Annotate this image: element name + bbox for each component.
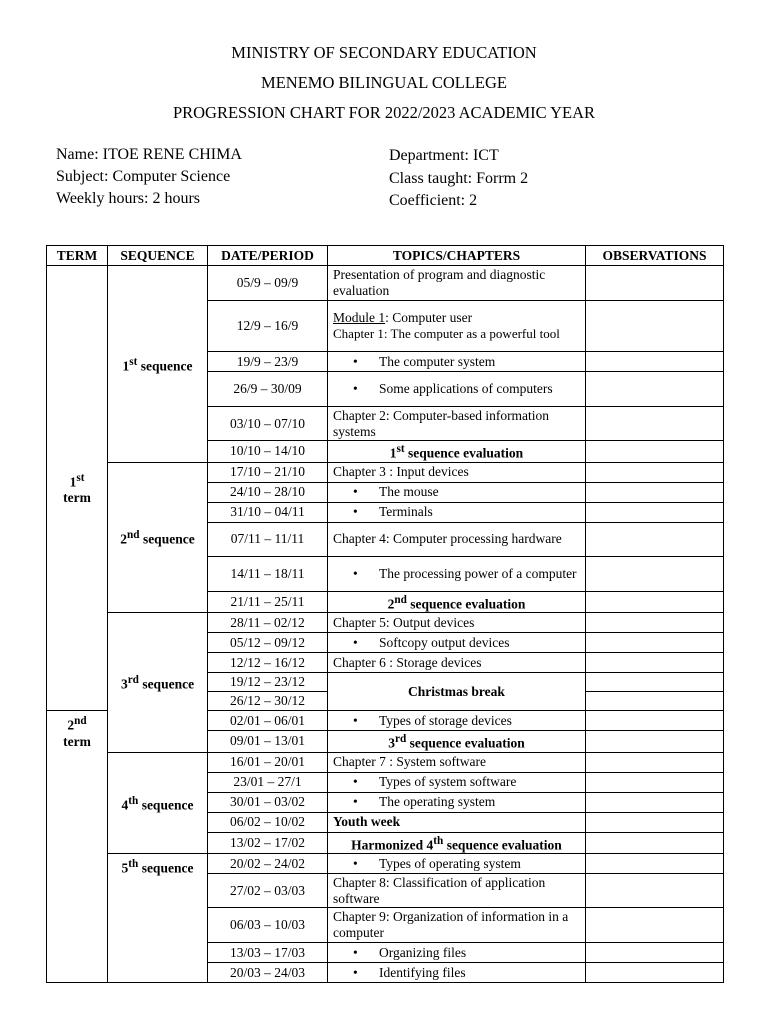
date-cell: 09/01 – 13/01 <box>208 731 328 753</box>
table-row <box>47 462 724 482</box>
coefficient: Coefficient: 2 <box>389 192 478 209</box>
topic-cell: Chapter 4: Computer processing hardware <box>328 522 586 556</box>
date-cell: 05/12 – 09/12 <box>208 633 328 653</box>
date-cell: 07/11 – 11/11 <box>208 522 328 556</box>
module-label: Module 1 <box>333 310 386 325</box>
observation-cell[interactable] <box>586 653 724 673</box>
observation-cell[interactable] <box>586 482 724 502</box>
topic-cell: Chapter 3 : Input devices <box>328 462 586 482</box>
col-header-topics: TOPICS/CHAPTERS <box>328 246 586 266</box>
date-cell: 24/10 – 28/10 <box>208 482 328 502</box>
observation-cell[interactable] <box>586 301 724 352</box>
bullet-icon: • <box>353 484 358 499</box>
topic-cell: Chapter 9: Organization of information in a computer <box>328 908 586 943</box>
sequence-2-cell: 2nd sequence <box>108 462 208 613</box>
observation-cell[interactable] <box>586 812 724 832</box>
date-cell: 30/01 – 03/02 <box>208 792 328 812</box>
bullet-icon: • <box>353 855 358 871</box>
topic-cell: • Identifying files <box>328 963 586 983</box>
bullet-icon: • <box>353 353 358 369</box>
date-cell: 23/01 – 27/1 <box>208 772 328 792</box>
table-row <box>47 752 724 772</box>
topic-cell: • Softcopy output devices <box>328 633 586 653</box>
bullet-icon: • <box>353 504 358 519</box>
weekly-hours: Weekly hours: 2 hours <box>56 190 201 207</box>
chart-title: PROGRESSION CHART FOR 2022/2023 ACADEMIC YEAR <box>172 103 596 122</box>
date-cell: 17/10 – 21/10 <box>208 462 328 482</box>
observation-cell[interactable] <box>586 591 724 613</box>
observation-cell[interactable] <box>586 407 724 441</box>
date-cell: 12/9 – 16/9 <box>208 301 328 352</box>
subject: Subject: Computer Science <box>56 168 231 185</box>
topic-cell: Chapter 8: Classification of application software <box>328 874 586 908</box>
topic-cell: Presentation of program and diagnostic evaluation <box>328 266 586 301</box>
topic-cell: Chapter 5: Output devices <box>328 613 586 633</box>
topic-cell: • Types of operating system <box>328 854 586 874</box>
observation-cell[interactable] <box>586 943 724 963</box>
col-header-observations: OBSERVATIONS <box>586 246 724 266</box>
term-2-cell: 2nd term <box>47 711 108 983</box>
observation-cell[interactable] <box>586 613 724 633</box>
sequence-5-cell: 5th sequence <box>108 854 208 983</box>
date-cell: 13/03 – 17/03 <box>208 943 328 963</box>
observation-cell[interactable] <box>586 502 724 522</box>
date-cell: 31/10 – 04/11 <box>208 502 328 522</box>
observation-cell[interactable] <box>586 372 724 407</box>
date-cell: 27/02 – 03/03 <box>208 874 328 908</box>
date-cell: 10/10 – 14/10 <box>208 441 328 463</box>
observation-cell[interactable] <box>586 352 724 372</box>
observation-cell[interactable] <box>586 908 724 943</box>
youth-week-cell: Youth week <box>328 812 586 832</box>
sequence-3-cell: 3rd sequence <box>108 613 208 753</box>
bullet-icon: • <box>353 634 358 650</box>
date-cell: 19/9 – 23/9 <box>208 352 328 372</box>
table-row <box>47 854 724 874</box>
observation-cell[interactable] <box>586 963 724 983</box>
observation-cell[interactable] <box>586 772 724 792</box>
date-cell: 26/9 – 30/09 <box>208 372 328 407</box>
date-cell: 19/12 – 23/12 <box>208 673 328 692</box>
teacher-name: Name: ITOE RENE CHIMA <box>56 146 242 163</box>
observation-cell[interactable] <box>586 752 724 772</box>
date-cell: 06/02 – 10/02 <box>208 812 328 832</box>
bullet-icon: • <box>353 565 358 581</box>
evaluation-cell: 3rd sequence evaluation <box>328 731 586 753</box>
date-cell: 02/01 – 06/01 <box>208 711 328 731</box>
college-heading: MENEMO BILINGUAL COLLEGE <box>261 73 507 92</box>
date-cell: 16/01 – 20/01 <box>208 752 328 772</box>
date-cell: 20/02 – 24/02 <box>208 854 328 874</box>
topic-cell: Chapter 6 : Storage devices <box>328 653 586 673</box>
department: Department: ICT <box>389 147 499 164</box>
topic-cell: Chapter 2: Computer-based information systems <box>328 407 586 441</box>
observation-cell[interactable] <box>586 556 724 591</box>
topic-cell: • Terminals <box>328 502 586 522</box>
observation-cell[interactable] <box>586 832 724 854</box>
observation-cell[interactable] <box>586 792 724 812</box>
observation-cell[interactable] <box>586 266 724 301</box>
progression-table <box>46 245 724 983</box>
date-cell: 13/02 – 17/02 <box>208 832 328 854</box>
topic-cell: • The mouse <box>328 482 586 502</box>
bullet-icon: • <box>353 964 358 980</box>
topic-cell: • The processing power of a computer <box>328 556 586 591</box>
christmas-break-cell: Christmas break <box>328 673 586 711</box>
evaluation-cell: Harmonized 4th sequence evaluation <box>328 832 586 854</box>
bullet-icon: • <box>353 712 358 728</box>
date-cell: 05/9 – 09/9 <box>208 266 328 301</box>
topic-cell: • The operating system <box>328 792 586 812</box>
observation-cell[interactable] <box>586 522 724 556</box>
col-header-sequence: SEQUENCE <box>108 246 208 266</box>
observation-cell[interactable] <box>586 731 724 753</box>
ministry-heading: MINISTRY OF SECONDARY EDUCATION <box>231 43 537 62</box>
bullet-icon: • <box>353 944 358 960</box>
observation-cell[interactable] <box>586 854 724 874</box>
topic-cell: Chapter 7 : System software <box>328 752 586 772</box>
col-header-term: TERM <box>47 246 108 266</box>
observation-cell[interactable] <box>586 711 724 731</box>
observation-cell[interactable] <box>586 692 724 711</box>
bullet-icon: • <box>353 794 358 809</box>
sequence-4-cell: 4th sequence <box>108 752 208 854</box>
sequence-1-cell: 1st sequence <box>108 266 208 463</box>
observation-cell[interactable] <box>586 673 724 692</box>
bullet-icon: • <box>353 381 358 396</box>
col-header-date: DATE/PERIOD <box>208 246 328 266</box>
date-cell: 28/11 – 02/12 <box>208 613 328 633</box>
topic-cell: • Types of storage devices <box>328 711 586 731</box>
term-1-cell: 1st term <box>47 266 108 711</box>
date-cell: 06/03 – 10/03 <box>208 908 328 943</box>
topic-cell: • Some applications of computers <box>328 372 586 407</box>
date-cell: 26/12 – 30/12 <box>208 692 328 711</box>
date-cell: 20/03 – 24/03 <box>208 963 328 983</box>
observation-cell[interactable] <box>586 441 724 463</box>
observation-cell[interactable] <box>586 874 724 908</box>
date-cell: 03/10 – 07/10 <box>208 407 328 441</box>
header-row <box>47 246 724 266</box>
evaluation-cell: 1st sequence evaluation <box>328 441 586 463</box>
topic-cell: Module 1: Computer user Chapter 1: The computer as a powerful tool <box>328 301 586 352</box>
date-cell: 12/12 – 16/12 <box>208 653 328 673</box>
topic-cell: • Types of system software <box>328 772 586 792</box>
bullet-icon: • <box>353 774 358 789</box>
observation-cell[interactable] <box>586 633 724 653</box>
date-cell: 21/11 – 25/11 <box>208 591 328 613</box>
date-cell: 14/11 – 18/11 <box>208 556 328 591</box>
class-taught: Class taught: Forrm 2 <box>389 170 529 187</box>
topic-cell: • The computer system <box>328 352 586 372</box>
evaluation-cell: 2nd sequence evaluation <box>328 591 586 613</box>
observation-cell[interactable] <box>586 462 724 482</box>
topic-cell: • Organizing files <box>328 943 586 963</box>
table-row <box>47 266 724 301</box>
table-row <box>47 613 724 633</box>
